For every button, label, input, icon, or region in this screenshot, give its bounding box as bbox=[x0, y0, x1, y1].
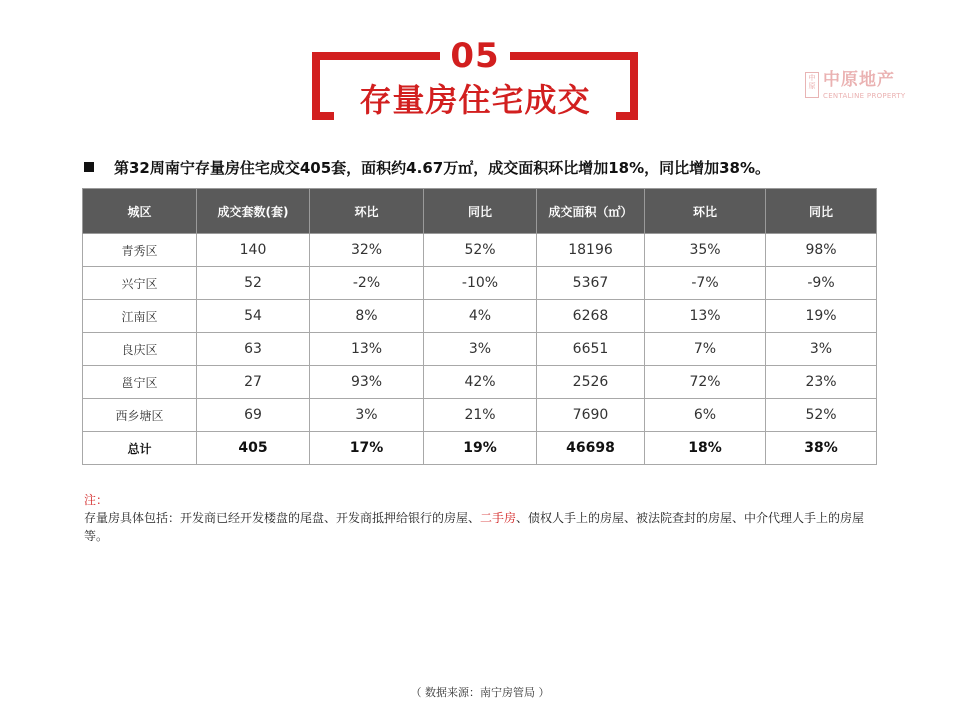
logo-name-cn: 中原地产 bbox=[823, 70, 895, 90]
data-source: （ 数据来源：南宁房管局 ） bbox=[410, 686, 550, 699]
table-row bbox=[83, 234, 877, 267]
section-title: 存量房住宅成交 bbox=[359, 81, 591, 119]
summary-text: 第32周南宁存量房住宅成交405套，面积约4.67万㎡，成交面积环比增加18%，同比增加38%。 bbox=[114, 158, 771, 177]
district-cell: 良庆区 bbox=[83, 333, 197, 366]
area-yoy-cell: 3% bbox=[766, 333, 877, 366]
area-yoy-cell: 52% bbox=[766, 399, 877, 432]
logo-seal-icon: 中原 bbox=[805, 72, 819, 98]
table-row bbox=[83, 399, 877, 432]
district-cell: 青秀区 bbox=[83, 234, 197, 267]
units-mom-cell: 3% bbox=[310, 399, 424, 432]
area-cell: 18196 bbox=[537, 234, 645, 267]
total-units-yoy-cell: 19% bbox=[424, 432, 537, 465]
area-mom-cell: 13% bbox=[645, 300, 766, 333]
table-row bbox=[83, 366, 877, 399]
area-cell: 2526 bbox=[537, 366, 645, 399]
total-area-mom-cell: 18% bbox=[645, 432, 766, 465]
district-cell: 兴宁区 bbox=[83, 267, 197, 300]
notes-block bbox=[84, 491, 884, 545]
section-header bbox=[312, 36, 638, 120]
area-cell: 5367 bbox=[537, 267, 645, 300]
area-cell: 6651 bbox=[537, 333, 645, 366]
notes-highlight: 二手房 bbox=[480, 511, 517, 525]
area-mom-cell: 35% bbox=[645, 234, 766, 267]
area-cell: 6268 bbox=[537, 300, 645, 333]
section-number: 05 bbox=[450, 36, 500, 76]
notes-text-before: 存量房具体包括：开发商已经开发楼盘的尾盘、开发商抵押给银行的房屋、 bbox=[84, 511, 481, 525]
centaline-logo bbox=[805, 70, 915, 104]
area-mom-cell: -7% bbox=[645, 267, 766, 300]
logo-name-en: CENTALINE PROPERTY bbox=[823, 92, 906, 100]
area-yoy-cell: 98% bbox=[766, 234, 877, 267]
column-header-units-mom: 环比 bbox=[310, 189, 424, 234]
column-header-area-yoy: 同比 bbox=[766, 189, 877, 234]
units-mom-cell: -2% bbox=[310, 267, 424, 300]
units-cell: 52 bbox=[197, 267, 310, 300]
units-mom-cell: 93% bbox=[310, 366, 424, 399]
units-cell: 27 bbox=[197, 366, 310, 399]
column-header-units-yoy: 同比 bbox=[424, 189, 537, 234]
area-mom-cell: 7% bbox=[645, 333, 766, 366]
area-mom-cell: 6% bbox=[645, 399, 766, 432]
notes-text-after: 、债权人手上的房屋、被法院查封的房屋、中介代理人手上的房屋等。 bbox=[84, 511, 865, 543]
total-area-cell: 46698 bbox=[537, 432, 645, 465]
district-cell: 西乡塘区 bbox=[83, 399, 197, 432]
units-mom-cell: 13% bbox=[310, 333, 424, 366]
units-cell: 69 bbox=[197, 399, 310, 432]
units-yoy-cell: 21% bbox=[424, 399, 537, 432]
notes-label: 注： bbox=[84, 493, 109, 507]
units-mom-cell: 32% bbox=[310, 234, 424, 267]
column-header-area-mom: 环比 bbox=[645, 189, 766, 234]
summary-line bbox=[84, 156, 770, 178]
units-yoy-cell: 42% bbox=[424, 366, 537, 399]
table-total-row bbox=[83, 432, 877, 465]
area-yoy-cell: -9% bbox=[766, 267, 877, 300]
total-units-cell: 405 bbox=[197, 432, 310, 465]
table-row bbox=[83, 267, 877, 300]
area-mom-cell: 72% bbox=[645, 366, 766, 399]
column-header-units: 成交套数(套) bbox=[197, 189, 310, 234]
square-bullet-icon bbox=[84, 162, 94, 172]
notes-text bbox=[84, 509, 884, 545]
area-cell: 7690 bbox=[537, 399, 645, 432]
units-yoy-cell: 4% bbox=[424, 300, 537, 333]
district-cell: 邕宁区 bbox=[83, 366, 197, 399]
transaction-table bbox=[82, 188, 877, 465]
total-area-yoy-cell: 38% bbox=[766, 432, 877, 465]
area-yoy-cell: 23% bbox=[766, 366, 877, 399]
table-row bbox=[83, 300, 877, 333]
units-mom-cell: 8% bbox=[310, 300, 424, 333]
units-yoy-cell: 3% bbox=[424, 333, 537, 366]
column-header-area: 成交面积（㎡） bbox=[537, 189, 645, 234]
total-label-cell: 总计 bbox=[83, 432, 197, 465]
units-cell: 54 bbox=[197, 300, 310, 333]
total-units-mom-cell: 17% bbox=[310, 432, 424, 465]
units-yoy-cell: 52% bbox=[424, 234, 537, 267]
district-cell: 江南区 bbox=[83, 300, 197, 333]
units-yoy-cell: -10% bbox=[424, 267, 537, 300]
units-cell: 63 bbox=[197, 333, 310, 366]
table-row bbox=[83, 333, 877, 366]
area-yoy-cell: 19% bbox=[766, 300, 877, 333]
table-header-row bbox=[83, 189, 877, 234]
column-header-district: 城区 bbox=[83, 189, 197, 234]
units-cell: 140 bbox=[197, 234, 310, 267]
